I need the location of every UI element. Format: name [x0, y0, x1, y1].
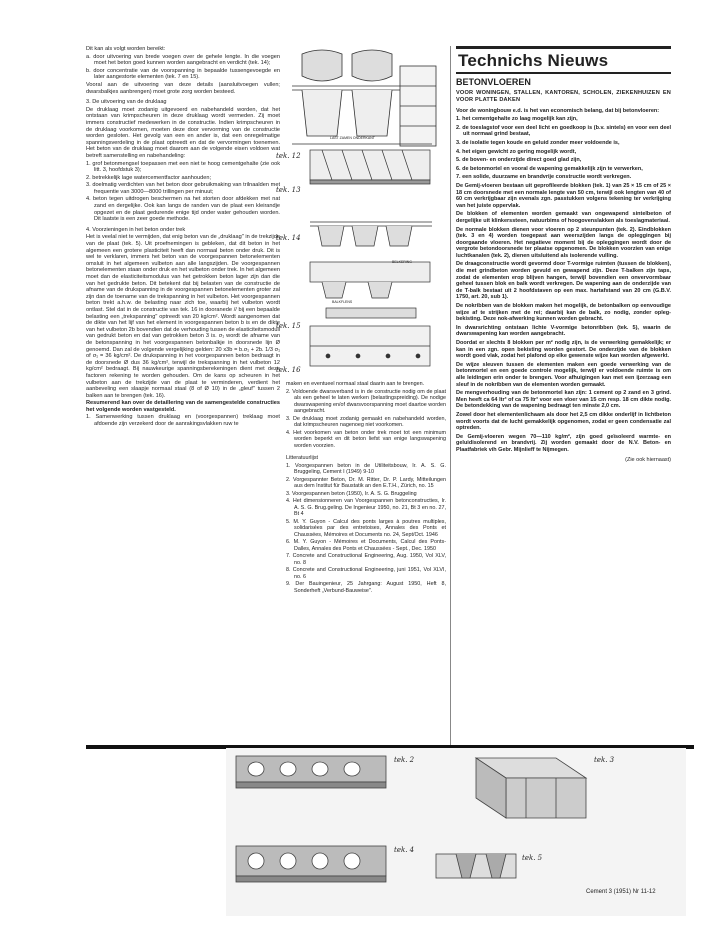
literature-item: 7. Concrete and Constructional Engineering, Aug. 1950, Vol XLV, no. 8	[286, 553, 446, 566]
list-item: 7. een solide, duurzame en brandvrije constructie wordt verkregen.	[456, 174, 632, 181]
list-item: 1. grof betonmengsel toepassen met een niet te hoog cementgehalte (zie ook litt. 3, hoofdstuk 3);	[86, 160, 280, 174]
paragraph: De blokken of elementen worden gemaakt van ongewapend sintelbeton of dergelijke uit klinkerssteen, natuurbims of hoogovenslakken als toeslagmateriaal.	[456, 211, 671, 224]
list-item: 2. Voldoende dwarsverband is in de constructie nodig om de plaat als een geheel te laten werken (belastingspreiding). De nodige dwarswapening en/of dwarsvoorspanning moet daartoe worden aangebracht.	[286, 388, 446, 414]
literature-item: 9. Der Bauingenieur, 25 Jahrgang: August 1950, Heft 8, Sonderheft „Verbund-Bauweise".	[286, 581, 446, 594]
paragraph: Zowel door het elementenlichaam als door het 2,5 cm dikke onderlijf in lichtbeton wordt voorts dat de lucht gemakkelijk opgenomen, zodat er geen condensatie zal optreden.	[456, 411, 671, 432]
section-title: BETONVLOEREN	[456, 77, 531, 87]
paragraph: De Gemij-vloeren bestaan uit geprofileerde blokken (tek. 1) van 25 × 15 cm of 25 × 18 cm doorsnede met een normale lengte van 50 cm, terwijl ook lengten van 40 of 60 cm verkrijgbaar zijn evenals zgn. passtukken volgens tekening ter verkrijging van het juiste oppervlak.	[456, 182, 671, 209]
masthead: Technichs Nieuws	[456, 46, 671, 74]
paragraph: Het is veelal niet te vermijden, dat enig beton van de „druklaag" in de trekzijde van de plaat (tek. 5). Uit proefnemingen is gebleken, dat dit beton in het algemeen een grotere plasticiteit heeft dan normaal beton onder druk. Dit is wel te verklaren, immers het beton van de voorgespannen betonelementen omsluit in het algemeen vulbeton aan alle langszijden. De voorgespannen betonelementen staan onder druk en het vulbeton onder trek. In het algemeen moet dan de elasticiteitsmodulus van het getrokken beton lager zijn dan die van het gedrukte beton. Dit betekent dat bij belasten van de constructie de afname van de drukspanning in de voorgespannen betonelementen groter zal zijn dan de toename van de trekspanning in het vulbeton. Het voorgespannen beton trekt a.h.w. de belasting naar zich toe, waarbij het vulbeton wordt ontlast. Stel dat in de constructie van tek. 16 in dooranede // bij een bepaalde belasting een „trekspanning" optreedt van 20 kg/cm². Wordt aangenomen dat de dikte van het lijf van het element in voorgespannen beton b is en de dikte van het vulbeton 2b bovendien dat de verhouding tussen de elasticiteitsmoduli van gedrukt beton en dat van getrokken beton 3 is. σ₁ wordt de afname van de betonspanning in het voorgespannen betonbalkje in doorsnede lijn Ø genoemd. Dan zal de volgende vergelijking gelden: 20 x3b = b.σ₁ + 2b. 1/3 σ₁ of σ₁ = 36 kg/cm². De drukspanning in het voorgespannen beton bedraagt in de doorsnede Ø dus 36 kg/cm², terwijl de trekspanning in het vulbeton 12 kg/cm² bedraagt. Bij nauwkeurige spanningsberekeningen dient met deze factoren rekening te worden gehouden. Om de kans op scheuren in het vulbeton aan de trekzijde van de plaat te verminderen, verdient het aanbeveling een slaapje normaal staal (8 of Ø 10) in de „gleuf" tussen 2 balken aan te brengen (tek. 16).	[86, 234, 280, 399]
paragraph: Resumerend kan over de detaillering van de samengestelde constructies het volgende worden vastgesteld.	[86, 400, 280, 413]
paragraph: Voor de woningbouw e.d. is het van economisch belang, dat bij betonvloeren:	[456, 107, 660, 114]
list-item: 4. het eigen gewicht zo gering mogelijk wordt,	[456, 148, 577, 155]
beam-drawing-top	[282, 46, 444, 376]
literature-item: 6. M. Y. Guyon - Mémoires et Documents, Calcul des Ponts-Dalles, Annales des Ponts et Chaussées - Sept., Dec. 1950	[286, 539, 446, 552]
fig-annotation: BALKFLENS	[332, 300, 353, 304]
fig-label-tek2: tek. 2	[394, 756, 415, 764]
literature-item: 1. Voorgespannen beton in de Utiliteitsbouw, Ir. A. S. G. Bruggeling, Cement I (1949) 9-10	[286, 462, 446, 475]
paragraph: De draagconstructie wordt gevormd door T-vormige ruimten (tussen de blokken), die met grindbeton worden gevuld en gewapend zijn. Deze T-balken zijn taps, zodat de elementen erop blijven hangen, terwijl bovendien een onvervormbaar geheel tussen blok en balk wordt verkregen. De wapening aan de onderzijde van de T-balk bestaat uit 2 hoofdstaven op een max. hartafstand van 20 cm (G.B.V. 1750, art. 20, sub 1).	[456, 261, 671, 301]
fig-label-tek12: tek. 12	[276, 152, 301, 160]
literature-item: 5. M. Y. Guyon - Calcul des ponts larges à poutres multiples, solidarisées par des entretoises, Annales des Ponts et Chaussées, Mémoires et Documents no. 24, Sept/Oct. 1946	[286, 518, 446, 538]
paragraph: De mengverhouding van de betonmortel kan zijn: 1 cement op 2 zand en 3 grind. Men heeft ca 64 ltr³ of ca 75 ltr³ voor een vloer van 15 cm resp. 18 cm dikte nodig. De betondekking van de wapening bedraagt ten minste 2,0 cm.	[456, 390, 671, 410]
list-item: 6. de betonmortel en vooral de wapening gemakkelijk zijn te verwerken,	[456, 165, 643, 172]
list-item: 3. de isolatie tegen koude en geluid zonder meer voldoende is,	[456, 139, 620, 146]
list-item: 3. De druklaag moet zodanig gemaakt en nabehandeld worden, dat krimpscheuren nagenoeg niet voorkomen.	[286, 415, 446, 428]
paragraph: De normale blokken dienen voor vloeren op 2 steunpunten (tek. 2). Eindblokken (tek. 3 en 4) worden toegepast aan weerszijden langs de opleggingen bij doorgaande vloeren. Het negatieve moment bij de opleggingen wordt door de vergrote betondoorsnede ter plaatse opgenomen. De blokken voorzien van enige luchtkanalen (tek. 2), dienen uitsluitend als isolerende vulling.	[456, 226, 671, 259]
paragraph: In dwarsrichting ontstaan lichte V-vormige betonribben (tek. 5), waarin de dwarswapening kan worden aangebracht.	[456, 324, 671, 338]
fig-label-tek13: tek. 13	[276, 186, 301, 194]
see-also-note: (Zie ook hiernaast)	[625, 456, 671, 463]
fig-annotation: BELKERING	[392, 260, 413, 264]
list-item: 5. de boven- en onderzijde direct goed glad zijn,	[456, 157, 582, 164]
figures-area	[276, 46, 444, 376]
fig-label-tek5: tek. 5	[522, 854, 543, 862]
subtitle: VOOR WONINGEN, STALLEN, KANTOREN, SCHOLEN, ZIEKENHUIZEN EN VOOR PLATTE DAKEN	[456, 90, 671, 103]
intro-text: Dit kan als volgt worden bereikt:	[86, 46, 166, 52]
column-divider	[450, 46, 451, 746]
paragraph: De druklaag moet zodanig uitgevoerd en nabehandeld worden, dat het ontstaan van krimpscheuren in deze druklaag wordt vermeden. Zij moet immers constructief medewerken in de constructie. Indien krimpscheuren in de druklaag voorkomen, moeten deze door vervorming van de constructie worden gesloten. Het gevolg van een en ander is, dat een onregelmatige spanningsverdeling in de plaat optreedt en dat de vervormingen toenemen. Het beton van de druklaag moet daarom aan de volgende eisen voldoen wat betreft samenstelling en nabehandeling:	[86, 106, 280, 159]
list-item: 4. beton tegen uitdrogen beschermen na het storten door afdekken met nat zand en dergelijke. Ook kan langs de randen van de plaat een kleirandje opgezet en de plaat gedurende enige tijd onder water gehouden worden. Dit laatste is een zeer goede methode.	[86, 196, 280, 223]
paragraph: De Gemij-vloeren wegen 70—110 kg/m², zijn goed geïsoleerd warmte- en geluidisolerend en brandvrij. Zij worden gemaakt door de N.V. Beton- en Plaatfabriek vih Gebr. Mijnlieff te Nijmegen.	[456, 433, 671, 453]
list-item: 3. doelmatig verdichten van het beton door gebruikmaking van trilnaalden met frequentie van 3000—8000 trillingen per minuut;	[86, 182, 280, 195]
middle-column	[286, 381, 446, 741]
paragraph: maken en eventueel normaal staal daarin aan te brengen.	[286, 381, 425, 387]
paragraph: Vooral aan de uitvoering van deze details (aansluitvoegen vullen; dwarsbalkjes aanbrengen) moet grote zorg worden besteed.	[86, 81, 280, 95]
issue-caption: Cement 3 (1951) Nr 11-12	[586, 889, 656, 895]
paragraph: De wijze sleuven tussen de elementen maken een goede verwerking van de betonmortel en een goede controle mogelijk, terwijl er voldoende ruimte is om alle leidingen erin onder te brengen. Voor afhuigingen kan met een ijzerzaag een sleuf in de nokribben van de elementen worden gemaakt.	[456, 361, 671, 388]
list-item: 2. betrekkelijk lage watercementfactor aanhouden;	[86, 174, 212, 181]
list-item: 1. het cementgehalte zo laag mogelijk kan zijn,	[456, 116, 578, 123]
section-heading: 3. De uitvoering van de druklaag	[86, 99, 167, 106]
list-item: 2. de toeslagstof voor een deel licht en goedkoop is (b.v. sintels) en voor een deel uit normaal grind bestaat,	[456, 124, 671, 138]
list-item: a. door uitvoering van brede voegen over de gehele lengte. In die voegen moet het beton goed kunnen worden aangebracht en verdicht (tek. 14);	[86, 53, 280, 67]
right-column	[456, 46, 671, 746]
fig-label-tek14: tek. 14	[276, 234, 301, 242]
literature-item: 8. Concrete and Constructional Engineering, juni 1951, Vol XLVI, no. 6	[286, 567, 446, 580]
literature-heading: Litteratuurlijst	[286, 455, 319, 461]
literature-item: 4. Het dimensionneren van Voorgespannen betonconstructies, Ir. A. S. G. Brug.geling. De Ingenieur 1950, no. 21, Bt 3 en no. 27, Bt 4	[286, 498, 446, 517]
list-item: 4. Het voorkomen van beton onder trek moet tot een minimum worden beperkt en dit beton liefst van enige langswapening worden voorzien.	[286, 429, 446, 449]
literature-item: 2. Vorgespannter Beton, Dr. M. Ritter, Dr. P. Lardy, Mitteilungen aus dem Institut für Baustatik an den E.T.H., Zürich, no. 15	[286, 476, 446, 489]
literature-item: 3. Voorgespannen beton (1950), Ir. A. S. G. Bruggeling	[286, 490, 417, 497]
list-item: 1. Samenwerking tussen druklaag en (voorgespannen) treklaag moet afdoende zijn verzekerd door de aanrakingsvlakken ruw te	[86, 414, 280, 428]
fig-label-tek16: tek. 16	[276, 366, 301, 374]
list-item: b. door concentratie van de voorspanning in bepaalde tussengevoegde en later aangestorte elementen (tek. 7 en 15).	[86, 67, 280, 81]
fig-label-tek15: tek. 15	[276, 322, 301, 330]
section-heading: 4. Voorzieningen in het beton onder trek	[86, 226, 186, 233]
fig-label-tek3: tek. 3	[594, 756, 615, 764]
paragraph: Doordat er slechts 8 blokken per m² nodig zijn, is de verwerking gemakkelijk; er kan in een zgn. open bekisting worden gestort. De onderzijde van de blokken wordt goed vlak, zodat het plafond op elke gewenste wijze kan worden afgewerkt.	[456, 340, 671, 360]
fig-annotation: LAST ZAMEN ONDERKANT	[330, 136, 375, 140]
fig-label-tek4: tek. 4	[394, 846, 415, 854]
paragraph: De nokribben van de blokken maken het mogelijk, de betonbalken op eenvoudige wijze af te strijken met de rei; daarbij kan de balk, zo nodig, zonder opleg-bekisting. Deze nok-afwerking kunnen worden gebracht.	[456, 303, 671, 323]
left-column	[86, 46, 280, 746]
